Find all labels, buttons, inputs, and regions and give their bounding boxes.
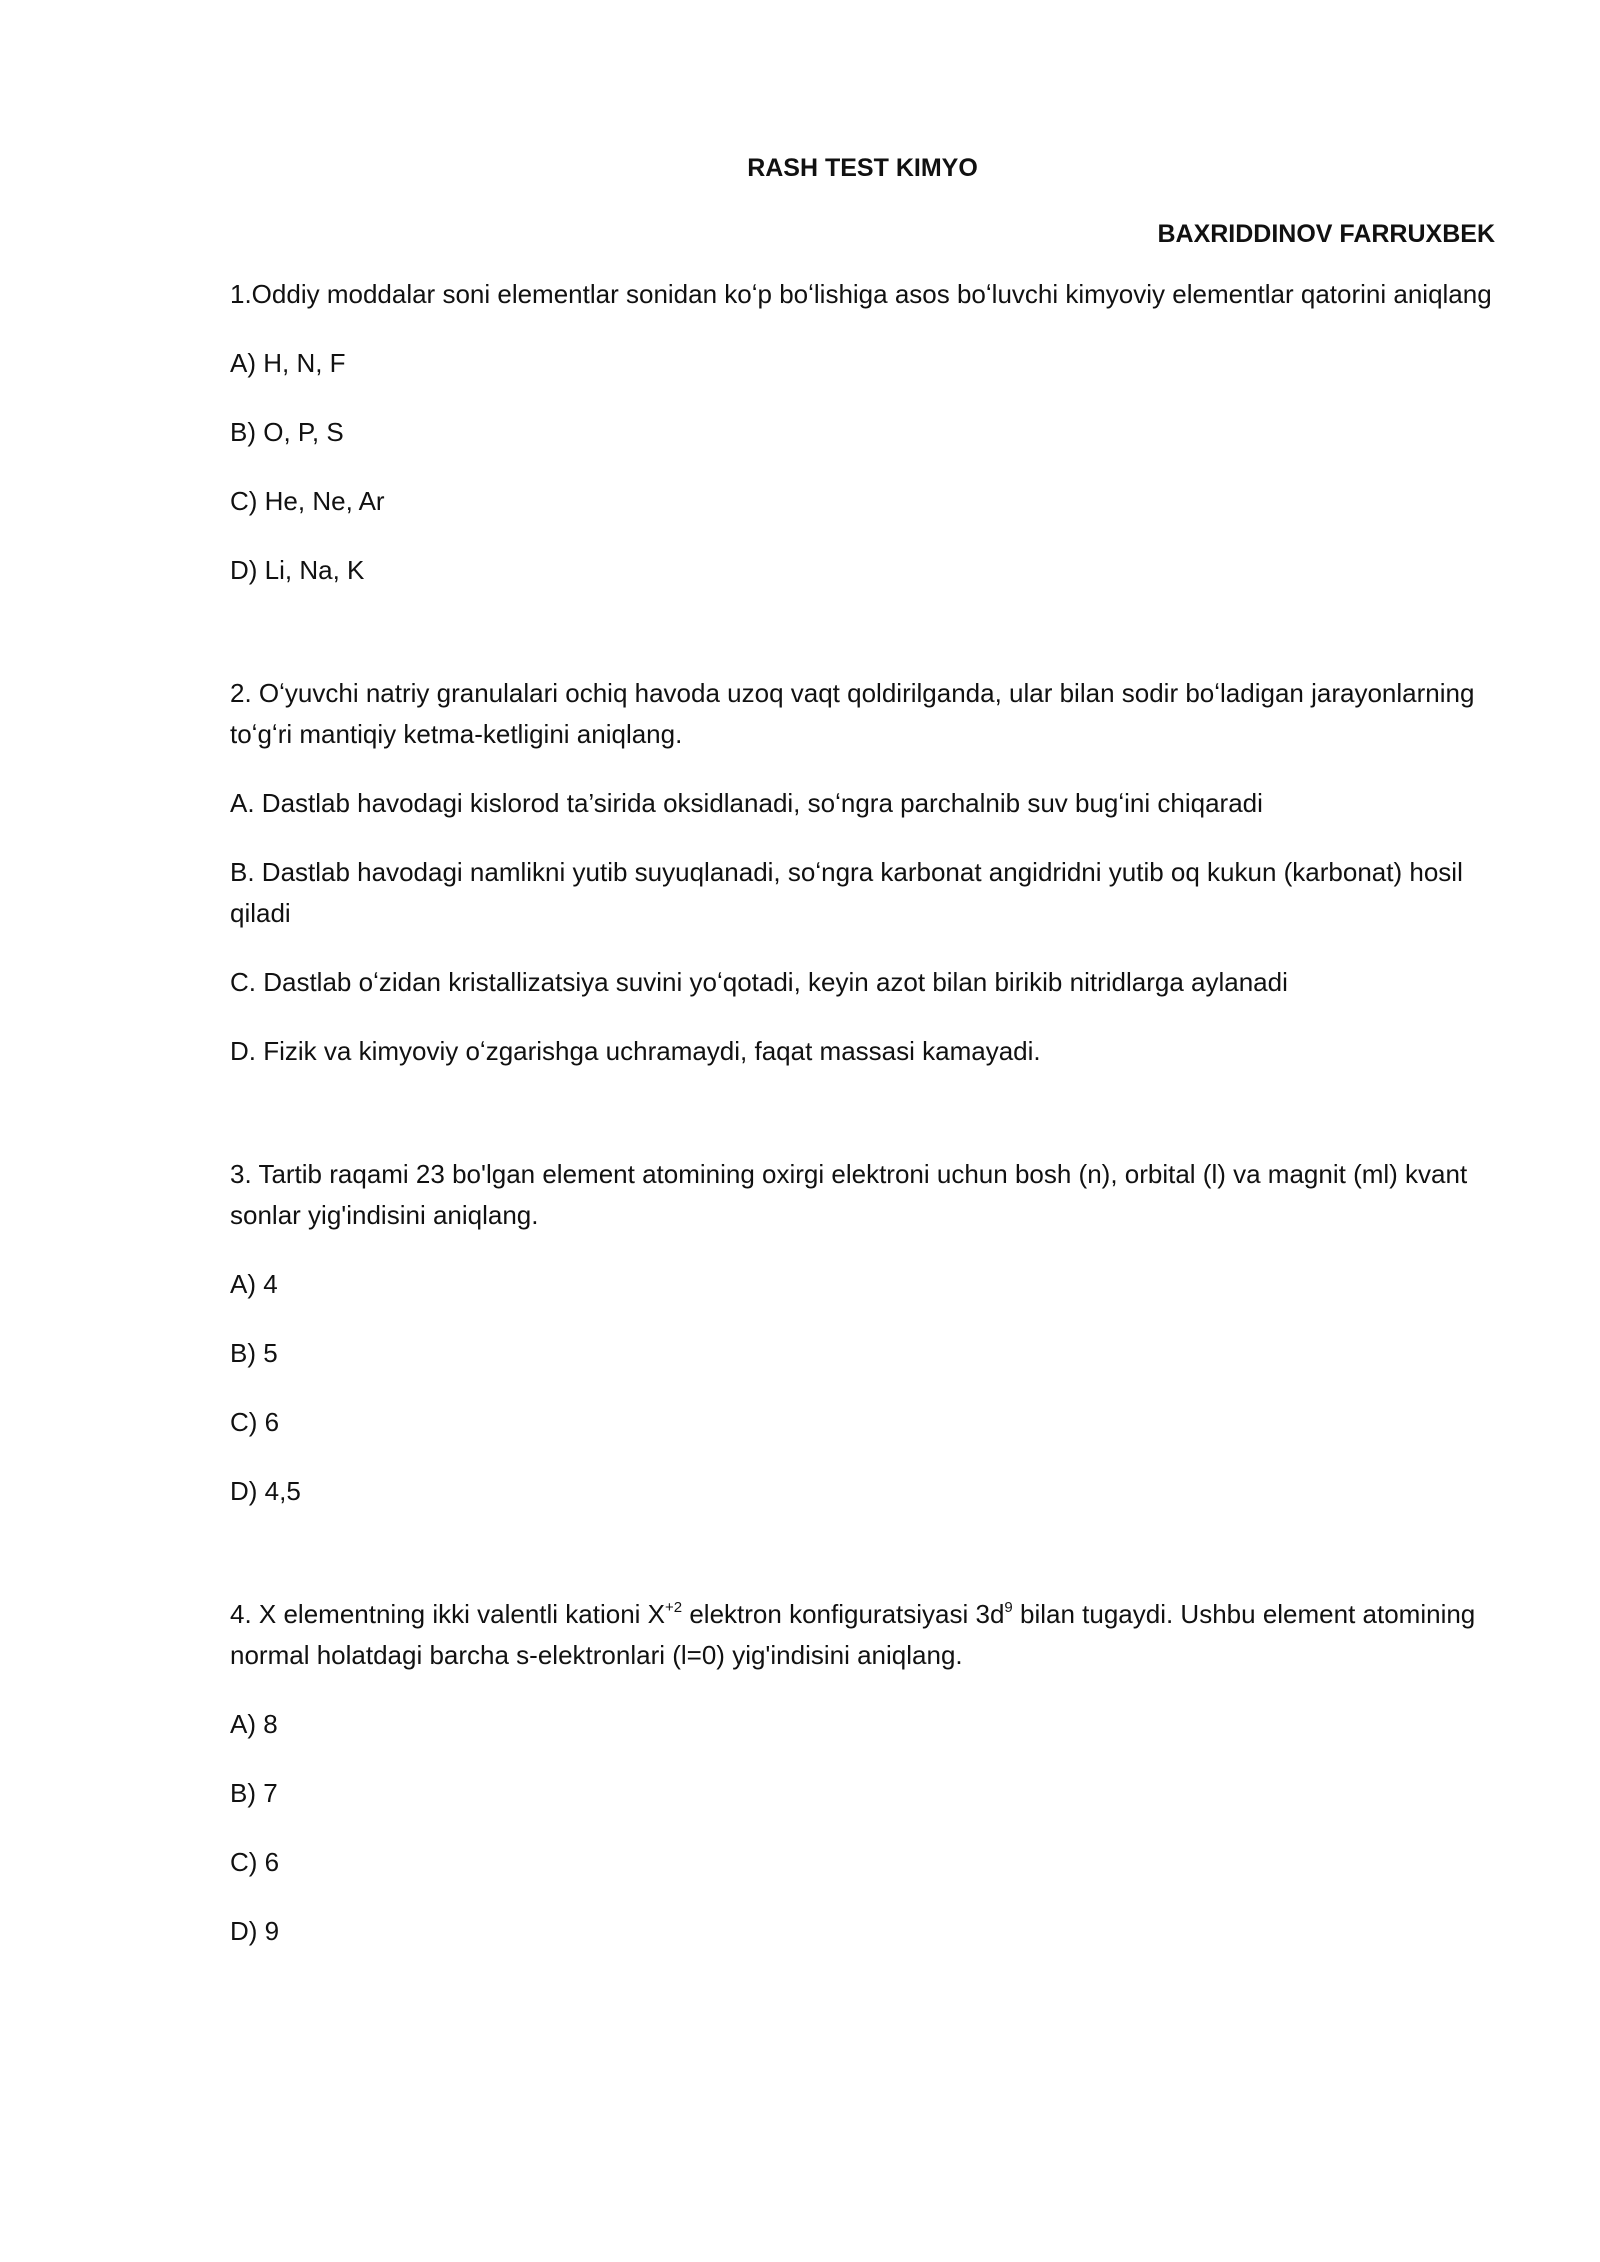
question-2 bbox=[230, 673, 1495, 1072]
question-1 bbox=[230, 274, 1495, 591]
answer-option: C. Dastlab oʻzidan kristallizatsiya suvini yoʻqotadi, keyin azot bilan birikib nitridlarga aylanadi bbox=[230, 967, 1288, 997]
question-text: 3. Tartib raqami 23 bo'lgan element atomining oxirgi elektroni uchun bosh (n), orbital (l) va magnit (ml) kvant sonlar yig'indisini aniqlang. bbox=[230, 1159, 1468, 1230]
answer-option: B) O, P, S bbox=[230, 417, 344, 447]
question-text: 1.Oddiy moddalar soni elementlar sonidan koʻp boʻlishiga asos boʻluvchi kimyoviy elementlar qatorini aniqlang bbox=[230, 279, 1492, 309]
question-4 bbox=[230, 1594, 1495, 1952]
question-3 bbox=[230, 1154, 1495, 1512]
answer-option: C) 6 bbox=[230, 1847, 280, 1877]
answer-option: A) 4 bbox=[230, 1269, 278, 1299]
answer-option: B) 5 bbox=[230, 1338, 278, 1368]
answer-option: D) 4,5 bbox=[230, 1476, 301, 1506]
answer-option: D) Li, Na, K bbox=[230, 555, 365, 585]
question-text: 2. Oʻyuvchi natriy granulalari ochiq havoda uzoq vaqt qoldirilganda, ular bilan sodir boʻladigan jarayonlarning toʻgʻri mantiqiy ketma-ketligini aniqlang. bbox=[230, 678, 1475, 749]
question-text-part: bilan tugaydi. Ushbu element atomining normal holatdagi barcha s-elektronlari (l=0) yig'indisini aniqlang. bbox=[230, 1599, 1476, 1670]
answer-option: B) 7 bbox=[230, 1778, 278, 1808]
answer-option: B. Dastlab havodagi namlikni yutib suyuqlanadi, soʻngra karbonat angidridni yutib oq kukun (karbonat) hosil qiladi bbox=[230, 857, 1463, 928]
answer-option: A) 8 bbox=[230, 1709, 278, 1739]
question-text-part: 4. X elementning ikki valentli kationi X bbox=[230, 1599, 666, 1629]
answer-option: D. Fizik va kimyoviy oʻzgarishga uchramaydi, faqat massasi kamayadi. bbox=[230, 1036, 1041, 1066]
answer-option: A. Dastlab havodagi kislorod ta’sirida oksidlanadi, soʻngra parchalnib suv bugʻini chiqaradi bbox=[230, 788, 1263, 818]
question-text-part: elektron konfiguratsiyasi 3d bbox=[682, 1599, 1005, 1629]
document-author: BAXRIDDINOV FARRUXBEK bbox=[1157, 220, 1495, 248]
document-content bbox=[230, 150, 1495, 1980]
answer-option: A) H, N, F bbox=[230, 348, 346, 378]
answer-option: C) 6 bbox=[230, 1407, 280, 1437]
question-text bbox=[230, 1594, 1495, 1676]
answer-option: D) 9 bbox=[230, 1916, 280, 1946]
electron-count-superscript: 9 bbox=[1004, 1599, 1013, 1616]
document-title: RASH TEST KIMYO bbox=[747, 154, 978, 182]
charge-superscript: +2 bbox=[665, 1599, 683, 1616]
answer-option: C) He, Ne, Ar bbox=[230, 486, 385, 516]
